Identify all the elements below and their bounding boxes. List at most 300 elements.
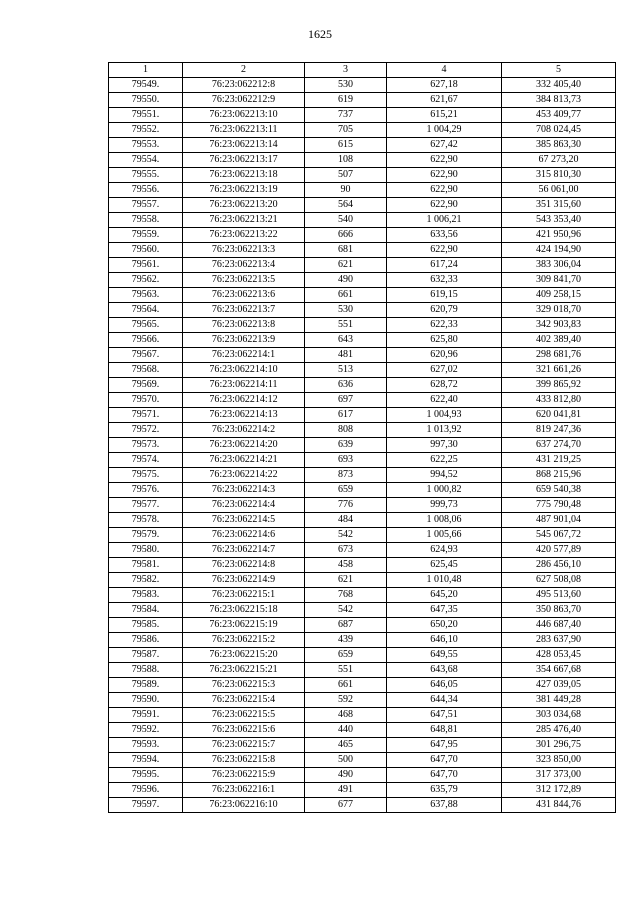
table-cell-col-4: 645,20: [387, 588, 502, 603]
table-cell-col-5: 317 373,00: [502, 768, 616, 783]
table-row: [109, 153, 616, 168]
table-cell-col-2: 76:23:062215:9: [183, 768, 305, 783]
table-cell-col-5: 399 865,92: [502, 378, 616, 393]
table-cell-col-5: 350 863,70: [502, 603, 616, 618]
table-cell-col-3: 659: [305, 648, 387, 663]
table-cell-col-2: 76:23:062213:11: [183, 123, 305, 138]
table-cell-col-2: 76:23:062214:20: [183, 438, 305, 453]
table-cell-col-1: 79577.: [109, 498, 183, 513]
table-cell-col-4: 1 006,21: [387, 213, 502, 228]
table-cell-col-1: 79583.: [109, 588, 183, 603]
table-cell-col-4: 620,79: [387, 303, 502, 318]
table-cell-col-1: 79597.: [109, 798, 183, 813]
table-cell-col-3: 687: [305, 618, 387, 633]
table-row: [109, 288, 616, 303]
table-body: [109, 78, 616, 813]
table-cell-col-2: 76:23:062215:20: [183, 648, 305, 663]
header-cell-1: 1: [109, 63, 183, 78]
table-cell-col-3: 468: [305, 708, 387, 723]
table-cell-col-3: 619: [305, 93, 387, 108]
table-cell-col-4: 622,33: [387, 318, 502, 333]
table-cell-col-3: 439: [305, 633, 387, 648]
table-cell-col-4: 647,35: [387, 603, 502, 618]
table-cell-col-2: 76:23:062213:7: [183, 303, 305, 318]
table-cell-col-2: 76:23:062215:18: [183, 603, 305, 618]
table-cell-col-5: 402 389,40: [502, 333, 616, 348]
table-cell-col-5: 381 449,28: [502, 693, 616, 708]
table-cell-col-5: 431 844,76: [502, 798, 616, 813]
table-row: [109, 723, 616, 738]
table-cell-col-3: 643: [305, 333, 387, 348]
table-cell-col-5: 427 039,05: [502, 678, 616, 693]
table-cell-col-5: 298 681,76: [502, 348, 616, 363]
table-cell-col-4: 1 004,29: [387, 123, 502, 138]
table-cell-col-3: 465: [305, 738, 387, 753]
table-cell-col-1: 79573.: [109, 438, 183, 453]
table-cell-col-3: 540: [305, 213, 387, 228]
table-cell-col-3: 673: [305, 543, 387, 558]
table-cell-col-5: 409 258,15: [502, 288, 616, 303]
table-cell-col-1: 79568.: [109, 363, 183, 378]
table-cell-col-4: 1 008,06: [387, 513, 502, 528]
table-row: [109, 333, 616, 348]
table-cell-col-2: 76:23:062214:21: [183, 453, 305, 468]
table-cell-col-4: 633,56: [387, 228, 502, 243]
table-cell-col-4: 628,72: [387, 378, 502, 393]
table-cell-col-1: 79578.: [109, 513, 183, 528]
table-row: [109, 753, 616, 768]
table-cell-col-1: 79553.: [109, 138, 183, 153]
table-cell-col-5: 433 812,80: [502, 393, 616, 408]
table-cell-col-1: 79557.: [109, 198, 183, 213]
table-row: [109, 258, 616, 273]
table-cell-col-2: 76:23:062215:6: [183, 723, 305, 738]
table-cell-col-2: 76:23:062216:10: [183, 798, 305, 813]
table-row: [109, 468, 616, 483]
table-cell-col-5: 321 661,26: [502, 363, 616, 378]
header-cell-5: 5: [502, 63, 616, 78]
table-cell-col-5: 620 041,81: [502, 408, 616, 423]
table-cell-col-4: 615,21: [387, 108, 502, 123]
table-cell-col-1: 79554.: [109, 153, 183, 168]
table-cell-col-1: 79574.: [109, 453, 183, 468]
table-cell-col-4: 647,51: [387, 708, 502, 723]
table-row: [109, 738, 616, 753]
table-cell-col-5: 659 540,38: [502, 483, 616, 498]
table-row: [109, 693, 616, 708]
table-cell-col-5: 342 903,83: [502, 318, 616, 333]
table-row: [109, 708, 616, 723]
table-cell-col-2: 76:23:062213:17: [183, 153, 305, 168]
registry-table: [108, 62, 616, 813]
table-cell-col-1: 79591.: [109, 708, 183, 723]
header-cell-4: 4: [387, 63, 502, 78]
table-cell-col-5: 351 315,60: [502, 198, 616, 213]
table-cell-col-5: 819 247,36: [502, 423, 616, 438]
table-cell-col-5: 446 687,40: [502, 618, 616, 633]
table-cell-col-5: 868 215,96: [502, 468, 616, 483]
table-cell-col-2: 76:23:062213:20: [183, 198, 305, 213]
table-cell-col-2: 76:23:062212:8: [183, 78, 305, 93]
table-cell-col-1: 79576.: [109, 483, 183, 498]
table-cell-col-1: 79584.: [109, 603, 183, 618]
table-cell-col-1: 79569.: [109, 378, 183, 393]
table-cell-col-3: 484: [305, 513, 387, 528]
table-cell-col-3: 636: [305, 378, 387, 393]
table-cell-col-1: 79586.: [109, 633, 183, 648]
table-cell-col-3: 768: [305, 588, 387, 603]
table-row: [109, 498, 616, 513]
table-cell-col-5: 315 810,30: [502, 168, 616, 183]
table-cell-col-5: 301 296,75: [502, 738, 616, 753]
table-cell-col-4: 621,67: [387, 93, 502, 108]
table-cell-col-1: 79552.: [109, 123, 183, 138]
table-cell-col-1: 79596.: [109, 783, 183, 798]
table-cell-col-2: 76:23:062213:19: [183, 183, 305, 198]
table-cell-col-5: 323 850,00: [502, 753, 616, 768]
table-cell-col-4: 619,15: [387, 288, 502, 303]
table-cell-col-2: 76:23:062214:10: [183, 363, 305, 378]
table-cell-col-3: 108: [305, 153, 387, 168]
table-cell-col-2: 76:23:062214:11: [183, 378, 305, 393]
table-cell-col-1: 79595.: [109, 768, 183, 783]
table-cell-col-3: 873: [305, 468, 387, 483]
table-cell-col-3: 551: [305, 663, 387, 678]
table-cell-col-3: 507: [305, 168, 387, 183]
table-cell-col-2: 76:23:062215:8: [183, 753, 305, 768]
table-cell-col-4: 644,34: [387, 693, 502, 708]
table-cell-col-2: 76:23:062215:2: [183, 633, 305, 648]
table-cell-col-5: 428 053,45: [502, 648, 616, 663]
table-cell-col-4: 1 005,66: [387, 528, 502, 543]
table-cell-col-4: 620,96: [387, 348, 502, 363]
table-cell-col-4: 625,45: [387, 558, 502, 573]
table-cell-col-5: 303 034,68: [502, 708, 616, 723]
table-cell-col-3: 661: [305, 678, 387, 693]
table-cell-col-3: 542: [305, 603, 387, 618]
header-row: [109, 63, 616, 78]
table-cell-col-4: 643,68: [387, 663, 502, 678]
table-cell-col-4: 632,33: [387, 273, 502, 288]
table-cell-col-2: 76:23:062215:1: [183, 588, 305, 603]
table-row: [109, 213, 616, 228]
table-cell-col-5: 385 863,30: [502, 138, 616, 153]
table-cell-col-1: 79566.: [109, 333, 183, 348]
table-row: [109, 783, 616, 798]
table-cell-col-1: 79585.: [109, 618, 183, 633]
table-row: [109, 198, 616, 213]
table-cell-col-3: 530: [305, 303, 387, 318]
table-cell-col-4: 627,42: [387, 138, 502, 153]
table-cell-col-2: 76:23:062216:1: [183, 783, 305, 798]
table-cell-col-2: 76:23:062213:22: [183, 228, 305, 243]
table-row: [109, 123, 616, 138]
table-cell-col-3: 458: [305, 558, 387, 573]
table-row: [109, 588, 616, 603]
table-cell-col-1: 79563.: [109, 288, 183, 303]
table-cell-col-3: 530: [305, 78, 387, 93]
table-cell-col-4: 1 013,92: [387, 423, 502, 438]
table-cell-col-5: 285 476,40: [502, 723, 616, 738]
table-cell-col-1: 79588.: [109, 663, 183, 678]
table-cell-col-2: 76:23:062214:5: [183, 513, 305, 528]
table-cell-col-3: 666: [305, 228, 387, 243]
table-row: [109, 453, 616, 468]
table-cell-col-2: 76:23:062215:5: [183, 708, 305, 723]
table-cell-col-2: 76:23:062213:8: [183, 318, 305, 333]
table-cell-col-2: 76:23:062214:4: [183, 498, 305, 513]
table-cell-col-2: 76:23:062214:3: [183, 483, 305, 498]
header-cell-2: 2: [183, 63, 305, 78]
table-cell-col-5: 383 306,04: [502, 258, 616, 273]
table-cell-col-2: 76:23:062213:10: [183, 108, 305, 123]
table-cell-col-2: 76:23:062214:12: [183, 393, 305, 408]
table-row: [109, 78, 616, 93]
table-cell-col-2: 76:23:062213:5: [183, 273, 305, 288]
table-cell-col-5: 543 353,40: [502, 213, 616, 228]
table-row: [109, 243, 616, 258]
table-row: [109, 528, 616, 543]
table-cell-col-3: 551: [305, 318, 387, 333]
table-cell-col-3: 681: [305, 243, 387, 258]
table-row: [109, 483, 616, 498]
table-cell-col-4: 646,10: [387, 633, 502, 648]
table-cell-col-4: 622,90: [387, 168, 502, 183]
table-row: [109, 678, 616, 693]
table-cell-col-4: 999,73: [387, 498, 502, 513]
table-cell-col-3: 513: [305, 363, 387, 378]
table-cell-col-1: 79559.: [109, 228, 183, 243]
table-cell-col-5: 431 219,25: [502, 453, 616, 468]
table-cell-col-2: 76:23:062215:7: [183, 738, 305, 753]
table-cell-col-1: 79567.: [109, 348, 183, 363]
table-cell-col-1: 79594.: [109, 753, 183, 768]
table-row: [109, 798, 616, 813]
table-cell-col-5: 354 667,68: [502, 663, 616, 678]
table-cell-col-4: 617,24: [387, 258, 502, 273]
table-cell-col-5: 309 841,70: [502, 273, 616, 288]
table-cell-col-5: 424 194,90: [502, 243, 616, 258]
table-cell-col-1: 79570.: [109, 393, 183, 408]
table-cell-col-2: 76:23:062214:8: [183, 558, 305, 573]
table-row: [109, 318, 616, 333]
table-cell-col-3: 90: [305, 183, 387, 198]
table-cell-col-1: 79592.: [109, 723, 183, 738]
table-row: [109, 408, 616, 423]
table-row: [109, 603, 616, 618]
table-cell-col-4: 624,93: [387, 543, 502, 558]
table-cell-col-2: 76:23:062212:9: [183, 93, 305, 108]
table-cell-col-5: 453 409,77: [502, 108, 616, 123]
table-cell-col-1: 79561.: [109, 258, 183, 273]
table-cell-col-2: 76:23:062215:21: [183, 663, 305, 678]
table-cell-col-4: 622,90: [387, 183, 502, 198]
table-cell-col-1: 79575.: [109, 468, 183, 483]
table-cell-col-4: 994,52: [387, 468, 502, 483]
table-cell-col-2: 76:23:062214:6: [183, 528, 305, 543]
table-cell-col-5: 637 274,70: [502, 438, 616, 453]
table-cell-col-2: 76:23:062215:4: [183, 693, 305, 708]
table-cell-col-2: 76:23:062214:9: [183, 573, 305, 588]
table-cell-col-4: 637,88: [387, 798, 502, 813]
table-row: [109, 573, 616, 588]
table-cell-col-1: 79571.: [109, 408, 183, 423]
table-row: [109, 558, 616, 573]
table-cell-col-3: 592: [305, 693, 387, 708]
table-cell-col-1: 79551.: [109, 108, 183, 123]
table-cell-col-3: 481: [305, 348, 387, 363]
table-cell-col-1: 79582.: [109, 573, 183, 588]
table-cell-col-5: 495 513,60: [502, 588, 616, 603]
table-cell-col-1: 79580.: [109, 543, 183, 558]
table-cell-col-2: 76:23:062213:21: [183, 213, 305, 228]
table-cell-col-2: 76:23:062213:14: [183, 138, 305, 153]
table-cell-col-5: 56 061,00: [502, 183, 616, 198]
table-row: [109, 228, 616, 243]
table-cell-col-3: 490: [305, 768, 387, 783]
table-row: [109, 618, 616, 633]
table-cell-col-1: 79587.: [109, 648, 183, 663]
table-cell-col-2: 76:23:062214:2: [183, 423, 305, 438]
table-cell-col-4: 649,55: [387, 648, 502, 663]
header-cell-3: 3: [305, 63, 387, 78]
table-cell-col-1: 79581.: [109, 558, 183, 573]
table-cell-col-5: 545 067,72: [502, 528, 616, 543]
table-cell-col-3: 564: [305, 198, 387, 213]
table-cell-col-4: 647,70: [387, 768, 502, 783]
table-cell-col-3: 621: [305, 258, 387, 273]
table-row: [109, 768, 616, 783]
table-row: [109, 348, 616, 363]
table-cell-col-1: 79589.: [109, 678, 183, 693]
table-cell-col-2: 76:23:062214:22: [183, 468, 305, 483]
table-cell-col-5: 329 018,70: [502, 303, 616, 318]
table-cell-col-5: 775 790,48: [502, 498, 616, 513]
table-cell-col-3: 776: [305, 498, 387, 513]
table-cell-col-4: 625,80: [387, 333, 502, 348]
table-cell-col-4: 622,25: [387, 453, 502, 468]
table-cell-col-5: 283 637,90: [502, 633, 616, 648]
table-cell-col-4: 627,18: [387, 78, 502, 93]
table-cell-col-2: 76:23:062213:18: [183, 168, 305, 183]
table-cell-col-2: 76:23:062214:13: [183, 408, 305, 423]
table-cell-col-4: 650,20: [387, 618, 502, 633]
table-cell-col-1: 79555.: [109, 168, 183, 183]
table-row: [109, 108, 616, 123]
table-cell-col-4: 1 004,93: [387, 408, 502, 423]
table-row: [109, 648, 616, 663]
table-row: [109, 513, 616, 528]
table-cell-col-3: 659: [305, 483, 387, 498]
table-cell-col-4: 647,70: [387, 753, 502, 768]
table-cell-col-4: 1 000,82: [387, 483, 502, 498]
table-cell-col-4: 648,81: [387, 723, 502, 738]
table-cell-col-4: 635,79: [387, 783, 502, 798]
table-row: [109, 633, 616, 648]
table-cell-col-4: 647,95: [387, 738, 502, 753]
table-cell-col-1: 79572.: [109, 423, 183, 438]
table-row: [109, 93, 616, 108]
table-cell-col-3: 697: [305, 393, 387, 408]
table-cell-col-2: 76:23:062213:6: [183, 288, 305, 303]
table-cell-col-5: 421 950,96: [502, 228, 616, 243]
table-cell-col-1: 79558.: [109, 213, 183, 228]
table-cell-col-3: 639: [305, 438, 387, 453]
table-cell-col-1: 79564.: [109, 303, 183, 318]
table-cell-col-3: 617: [305, 408, 387, 423]
table-cell-col-2: 76:23:062215:19: [183, 618, 305, 633]
table-row: [109, 543, 616, 558]
table-cell-col-4: 627,02: [387, 363, 502, 378]
table-row: [109, 393, 616, 408]
table-cell-col-3: 808: [305, 423, 387, 438]
table-cell-col-1: 79579.: [109, 528, 183, 543]
table-cell-col-1: 79562.: [109, 273, 183, 288]
table-cell-col-2: 76:23:062215:3: [183, 678, 305, 693]
table-row: [109, 423, 616, 438]
table-cell-col-4: 997,30: [387, 438, 502, 453]
table-cell-col-2: 76:23:062213:4: [183, 258, 305, 273]
table-cell-col-2: 76:23:062214:7: [183, 543, 305, 558]
table-row: [109, 303, 616, 318]
table-cell-col-3: 491: [305, 783, 387, 798]
table-cell-col-1: 79560.: [109, 243, 183, 258]
table-row: [109, 273, 616, 288]
table-row: [109, 378, 616, 393]
table-cell-col-5: 332 405,40: [502, 78, 616, 93]
table-cell-col-4: 1 010,48: [387, 573, 502, 588]
table-row: [109, 183, 616, 198]
table-cell-col-2: 76:23:062213:9: [183, 333, 305, 348]
table-cell-col-1: 79565.: [109, 318, 183, 333]
table-cell-col-5: 420 577,89: [502, 543, 616, 558]
table-cell-col-2: 76:23:062213:3: [183, 243, 305, 258]
table-cell-col-5: 312 172,89: [502, 783, 616, 798]
table-cell-col-3: 440: [305, 723, 387, 738]
table-cell-col-3: 677: [305, 798, 387, 813]
table-cell-col-3: 542: [305, 528, 387, 543]
page-number: 1625: [308, 27, 332, 41]
table-row: [109, 363, 616, 378]
table-cell-col-1: 79590.: [109, 693, 183, 708]
table-cell-col-3: 621: [305, 573, 387, 588]
table-cell-col-3: 661: [305, 288, 387, 303]
table-cell-col-4: 622,90: [387, 198, 502, 213]
table-cell-col-5: 384 813,73: [502, 93, 616, 108]
table-row: [109, 663, 616, 678]
table-cell-col-5: 67 273,20: [502, 153, 616, 168]
table-cell-col-3: 500: [305, 753, 387, 768]
table-row: [109, 438, 616, 453]
table-cell-col-3: 693: [305, 453, 387, 468]
table-cell-col-4: 622,90: [387, 243, 502, 258]
table-cell-col-4: 646,05: [387, 678, 502, 693]
table-cell-col-5: 487 901,04: [502, 513, 616, 528]
table-cell-col-1: 79556.: [109, 183, 183, 198]
table-row: [109, 138, 616, 153]
table-cell-col-4: 622,40: [387, 393, 502, 408]
table-cell-col-1: 79593.: [109, 738, 183, 753]
table-row: [109, 168, 616, 183]
table-cell-col-5: 627 508,08: [502, 573, 616, 588]
table-cell-col-3: 615: [305, 138, 387, 153]
table-cell-col-3: 705: [305, 123, 387, 138]
table-cell-col-5: 286 456,10: [502, 558, 616, 573]
table-cell-col-4: 622,90: [387, 153, 502, 168]
table-cell-col-2: 76:23:062214:1: [183, 348, 305, 363]
table-cell-col-5: 708 024,45: [502, 123, 616, 138]
table-cell-col-3: 737: [305, 108, 387, 123]
